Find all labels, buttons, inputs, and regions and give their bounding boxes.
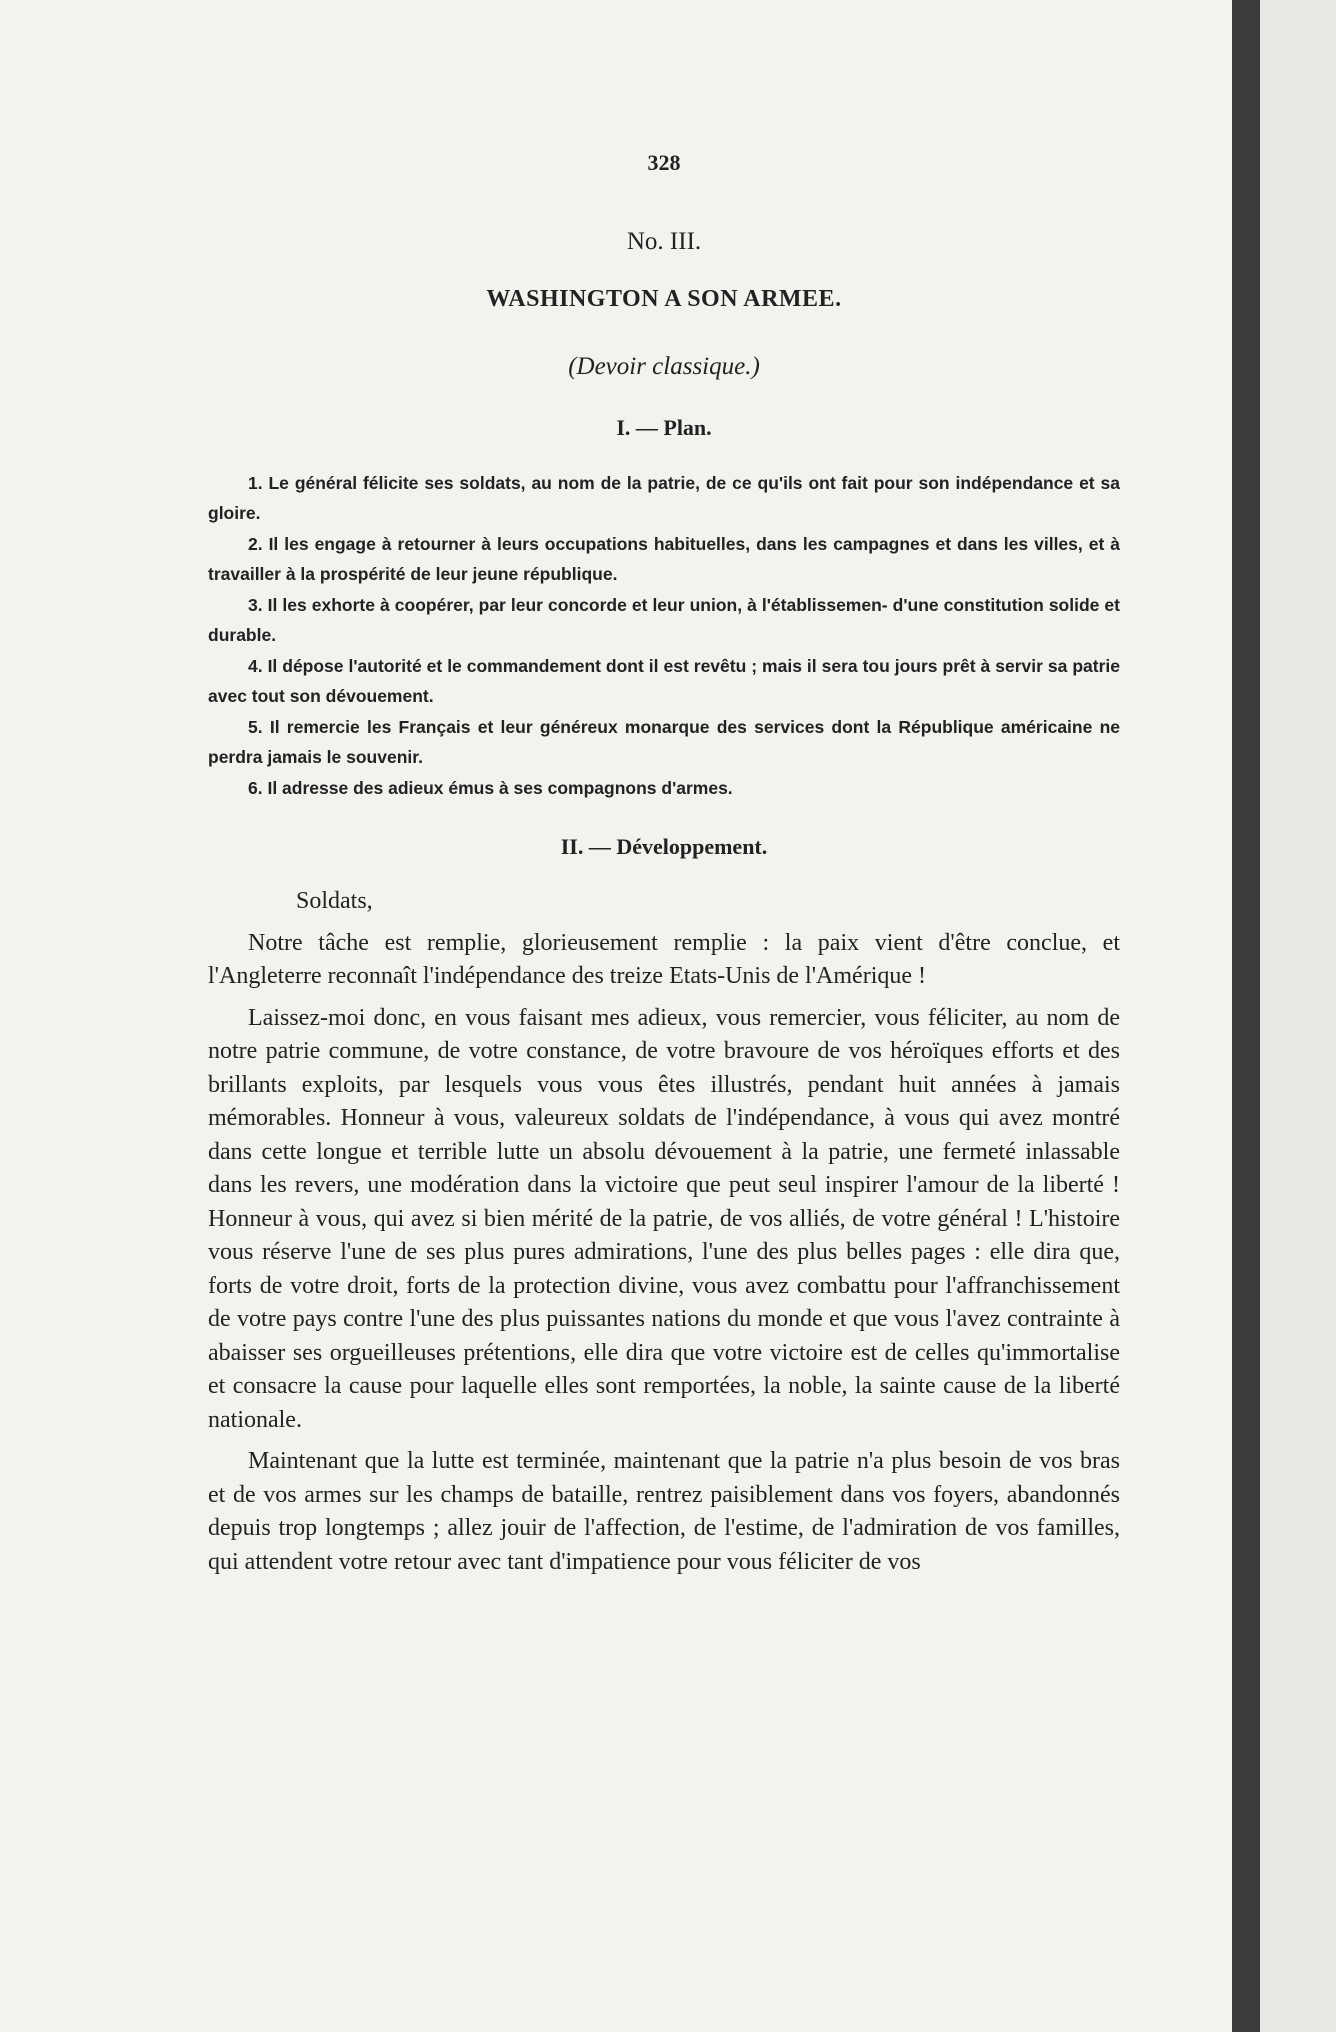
section-number: No. III. (626, 228, 702, 255)
paragraph: Notre tâche est remplie, glorieusement remplie : la paix vient d'être conclue, et l'Angleterre reconnaît l'indépendance des treize Etats-Unis de l'Amérique ! (208, 929, 1120, 989)
adjacent-page-edge (1260, 0, 1336, 2032)
paragraph: Laissez-moi donc, en vous faisant mes adieux, vous remercier, vous féliciter, au nom de notre patrie commune, de votre constance, de votre bravoure de vos héroïques efforts et des brillants exploits, par lesquels vous vous êtes illustrés, pendant huit années à jamais mémorables. Honneur à vous, valeureux soldats de l'indépendance, à vous qui avez montré dans cette longue et terrible lutte un absolu dévouement à la patrie, une fermeté inlassable dans les revers, une modération dans la victoire que peut seul inspirer l'amour de la liberté ! Honneur à vous, qui avez si bien mérité de la patrie, de vos alliés, de votre général ! L'histoire vous réserve l'une de ses plus pures admirations, l'une des plus belles pages : elle dira que, forts de votre droit, forts de la protection divine, vous avez combattu pour l'affranchissement de votre pays contre l'une des plus puissantes nations du monde et que vous l'avez contrainte à abaisser ses orgueilleuses prétentions, elle dira que votre victoire est de celles qu'immortalise et consacre la cause pour laquelle elles sont remportées, la noble, la sainte cause de la liberté nationale. (208, 1004, 1120, 1433)
plan-list (208, 469, 1120, 804)
plan-item: 5. Il remercie les Français et leur généreux monarque des services dont la République américaine ne perdra jamais le souvenir. (208, 717, 1120, 767)
subtitle: (Devoir classique.) (568, 353, 760, 380)
development-heading: II. — Développement. (560, 833, 768, 859)
salutation: Soldats, (296, 887, 373, 914)
page-text (208, 150, 1120, 1587)
plan-heading: I. — Plan. (616, 415, 712, 440)
page-number: 328 (647, 150, 681, 175)
book-gutter (1232, 0, 1260, 2032)
paragraph: Maintenant que la lutte est terminée, maintenant que la patrie n'a plus besoin de vos bras et de vos armes sur les champs de bataille, rentrez paisiblement dans vos foyers, abandonnés depuis trop longtemps ; allez jouir de l'affection, de l'estime, de l'admiration de vos familles, qui attendent votre retour avec tant d'impatience pour vous féliciter de vos (208, 1448, 1120, 1575)
plan-item: 2. Il les engage à retourner à leurs occupations habituelles, dans les campagnes et dans les villes, et à travailler à la prospérité de leur jeune république. (208, 534, 1120, 584)
plan-item: 6. Il adresse des adieux émus à ses compagnons d'armes. (248, 778, 733, 798)
plan-item: 4. Il dépose l'autorité et le commandement dont il est revêtu ; mais il sera tou jours prêt à servir sa patrie avec tout son dévouement. (208, 656, 1120, 706)
page-title: WASHINGTON A SON ARMEE. (486, 286, 842, 312)
plan-item: 3. Il les exhorte à coopérer, par leur concorde et leur union, à l'établissemen- d'une constitution solide et durable. (208, 595, 1120, 645)
plan-item: 1. Le général félicite ses soldats, au nom de la patrie, de ce qu'ils ont fait pour son indépendance et sa gloire. (208, 473, 1120, 523)
